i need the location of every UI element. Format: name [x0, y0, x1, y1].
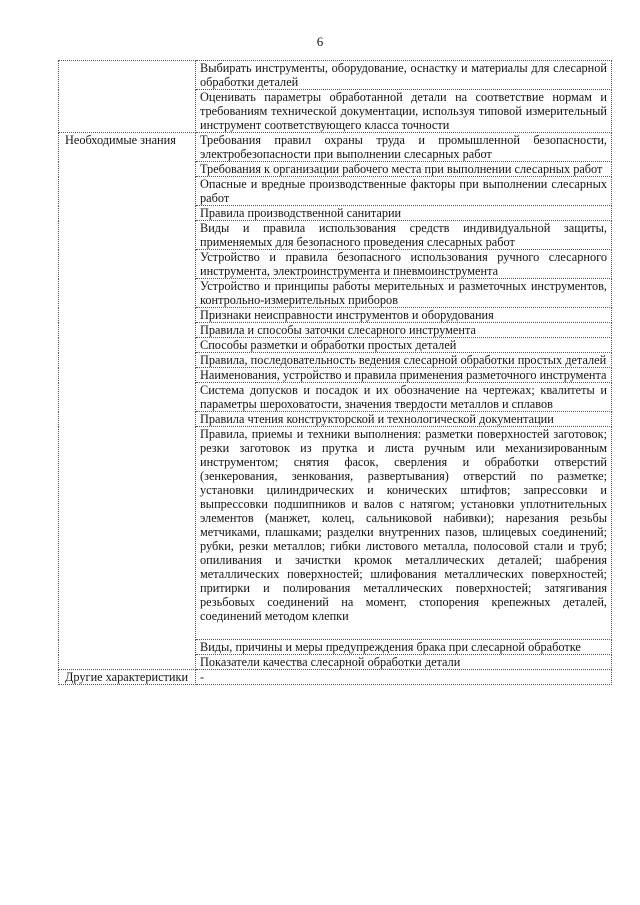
knowledge-item: Система допусков и посадок и их обозначение на чертежах; квалитеты и параметры шероховатости, значения твердости металлов и сплавов	[196, 383, 612, 412]
table-row	[59, 133, 612, 162]
qualification-table	[58, 60, 612, 685]
skill-item: Выбирать инструменты, оборудование, оснастку и материалы для слесарной обработки деталей	[196, 61, 612, 90]
other-value-cell: -	[196, 670, 612, 685]
page-number: 6	[316, 34, 324, 49]
knowledge-label-cell: Необходимые знания	[59, 133, 196, 670]
table-row	[59, 670, 612, 685]
knowledge-item: Признаки неисправности инструментов и оборудования	[196, 308, 612, 323]
knowledge-item: Устройство и правила безопасного использования ручного слесарного инструмента, электроинструмента и пневмоинструмента	[196, 250, 612, 279]
skills-label-cell	[59, 61, 196, 133]
knowledge-item: Правила производственной санитарии	[196, 206, 612, 221]
knowledge-item: Виды и правила использования средств индивидуальной защиты, применяемых для безопасного проведения слесарных работ	[196, 221, 612, 250]
knowledge-item: Опасные и вредные производственные факторы при выполнении слесарных работ	[196, 177, 612, 206]
knowledge-item: Требования к организации рабочего места при выполнении слесарных работ	[196, 162, 612, 177]
knowledge-item: Виды, причины и меры предупреждения брака при слесарной обработке	[196, 640, 612, 655]
knowledge-item: Правила, приемы и техники выполнения: разметки поверхностей заготовок; резки заготовок из прутка и листа ручным или механизированным инструментом; снятия фасок, сверления и обработки отверстий (зенкерования, зенкования, развертывания) отверстий по разметке; установки цилиндрических и конических штифтов; запрессовки и выпрессовки подшипников и валов с натягом; установки уплотнительных элементов (манжет, колец, сальниковой набивки); нарезания резьбы метчиками, плашками; разделки внутренних пазов, шлицевых соединений; рубки, резки металлов; гибки листового металла, полосовой стали и труб; опиливания и зачистки кромок металлических деталей; шабрения металлических поверхностей; шлифования металлических поверхностей; притирки и полирования металлических поверхностей; затягивания резьбовых соединений на момент, стопорения крепежных деталей, соединений методом клепки	[196, 427, 612, 640]
knowledge-item: Показатели качества слесарной обработки детали	[196, 655, 612, 670]
knowledge-item: Правила и способы заточки слесарного инструмента	[196, 323, 612, 338]
knowledge-item: Наименования, устройство и правила применения разметочного инструмента	[196, 368, 612, 383]
knowledge-item: Правила, последовательность ведения слесарной обработки простых деталей	[196, 353, 612, 368]
knowledge-item: Требования правил охраны труда и промышленной безопасности, электробезопасности при выполнении слесарных работ	[196, 133, 612, 162]
knowledge-item: Устройство и принципы работы мерительных и разметочных инструментов, контрольно-измерительных приборов	[196, 279, 612, 308]
knowledge-item: Способы разметки и обработки простых деталей	[196, 338, 612, 353]
skill-item: Оценивать параметры обработанной детали на соответствие нормам и требованиям технической документации, используя типовой измерительный инструмент соответствующего класса точности	[196, 90, 612, 133]
knowledge-item: Правила чтения конструкторской и технологической документации	[196, 412, 612, 427]
other-label-cell: Другие характеристики	[59, 670, 196, 685]
table-row	[59, 61, 612, 90]
